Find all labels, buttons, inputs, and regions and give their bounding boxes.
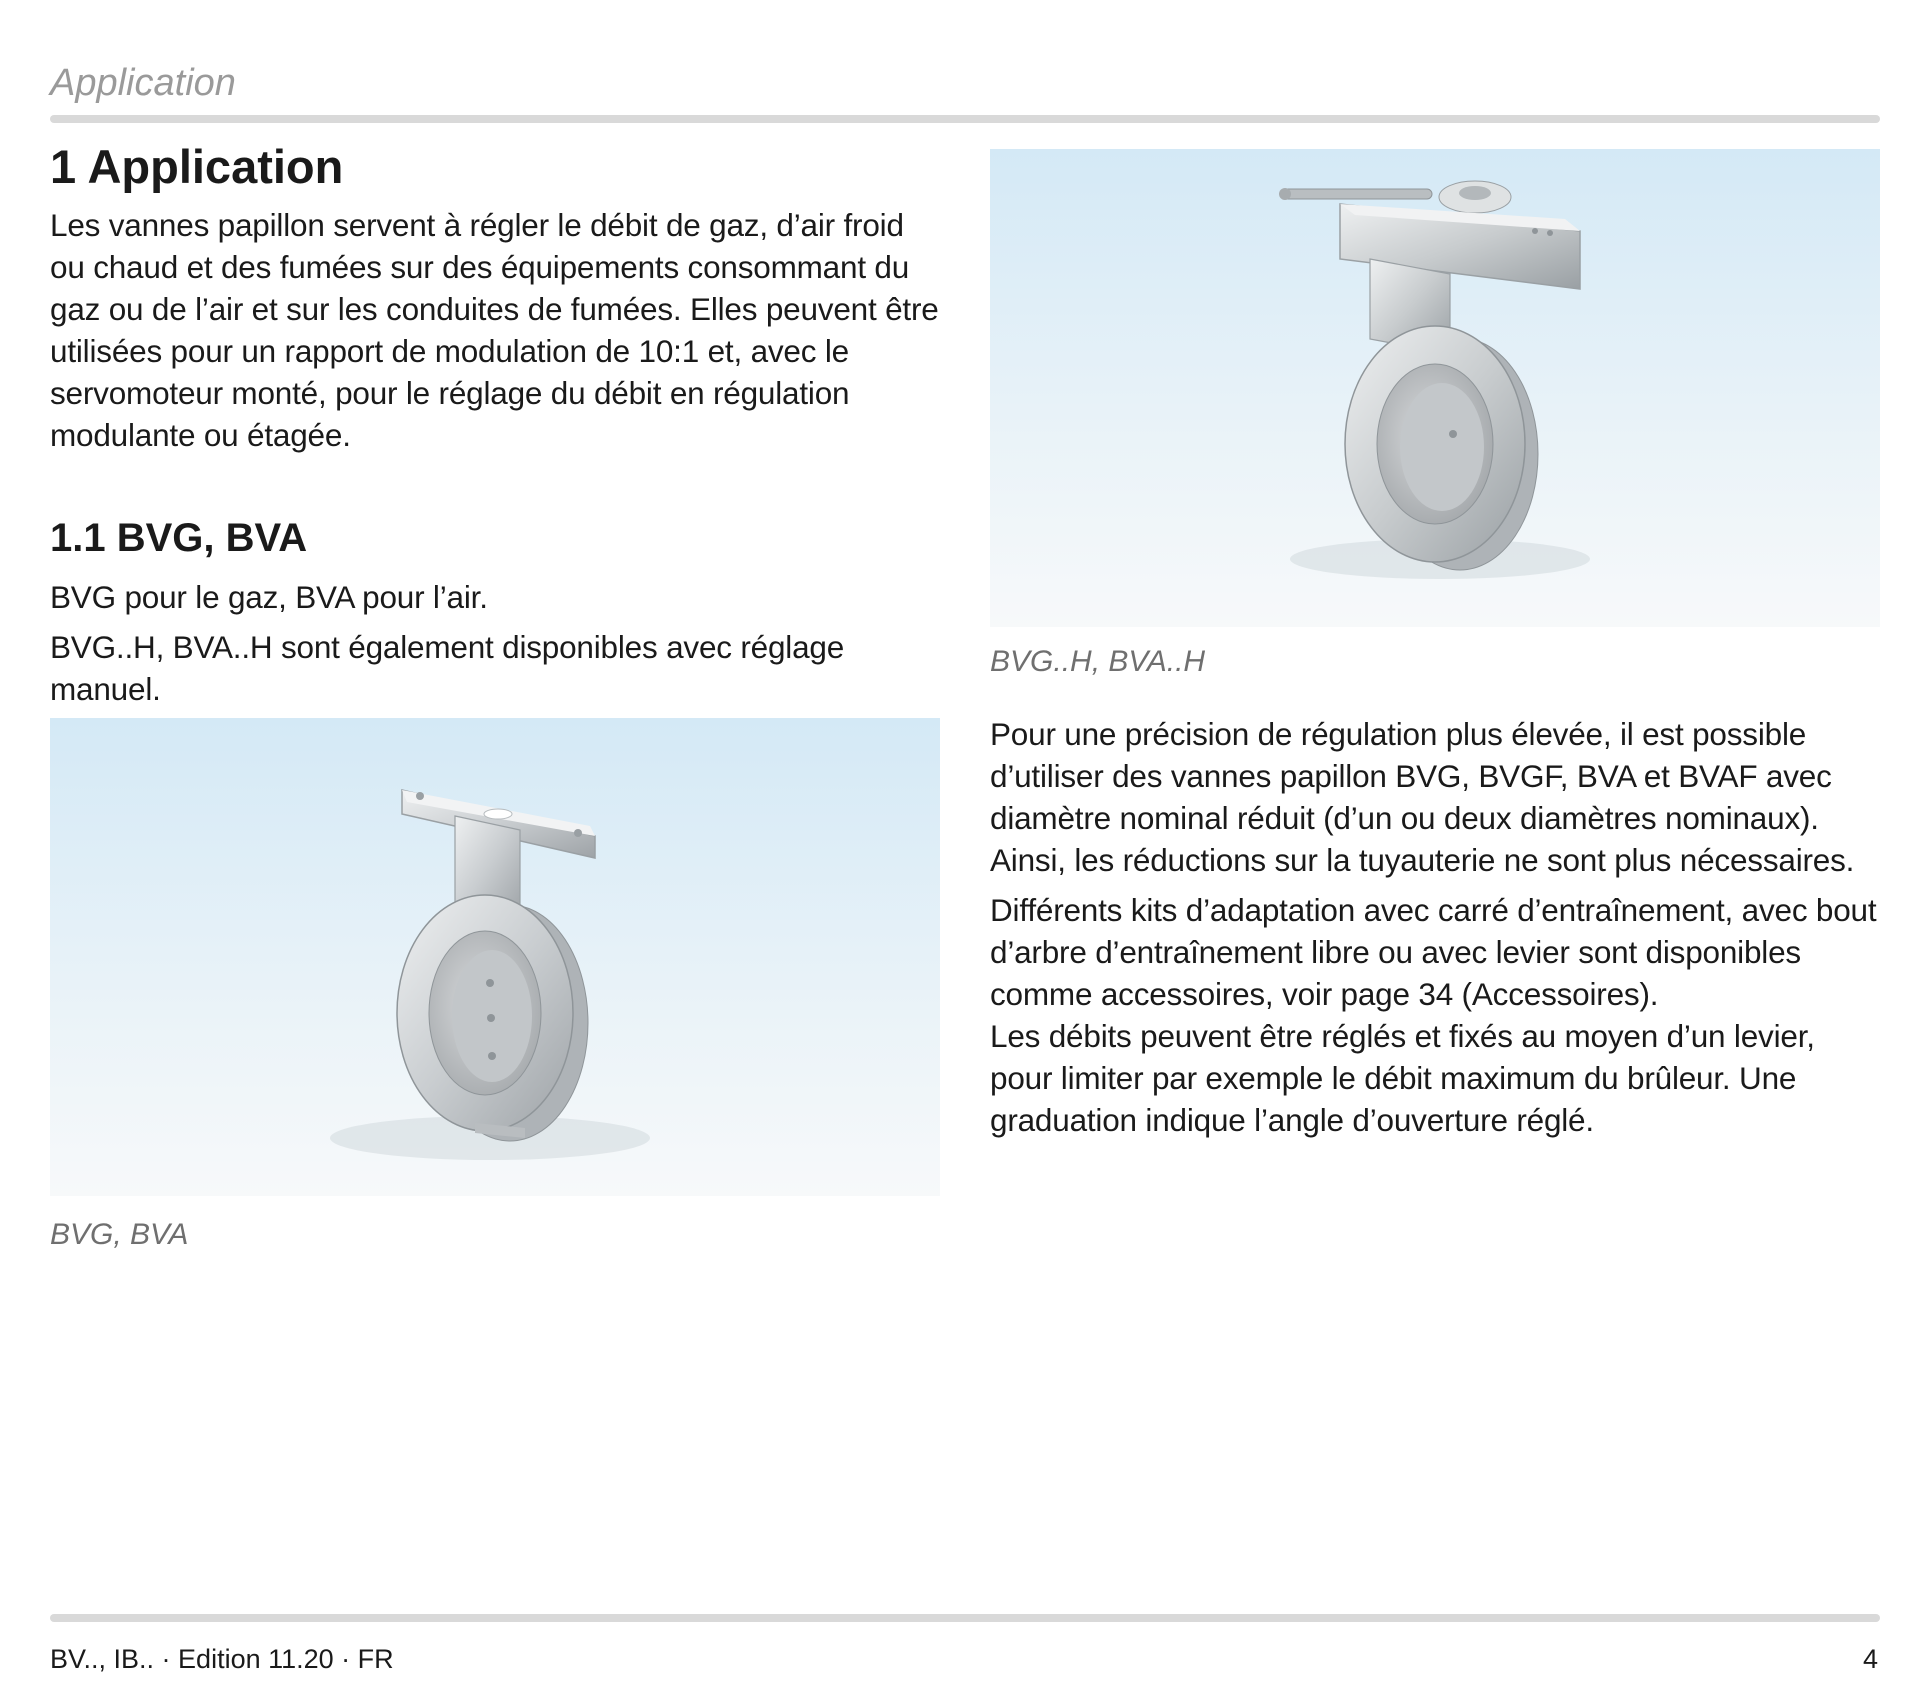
figure-caption-bvg-h-bva-h: BVG..H, BVA..H bbox=[990, 645, 1206, 678]
section-intro-paragraph: Les vannes papillon servent à régler le débit de gaz, d’air froid ou chaud et des fumées sur des équipements consommant du gaz ou de l’air et sur les conduites de fumées. Elles peuvent être utilisées pour un rapport de modulation de 10:1 et, avec le servomoteur monté, pour le réglage du débit en régulation modulante ou étagée. bbox=[50, 207, 939, 454]
running-header-title: Application bbox=[50, 62, 236, 104]
figure-bvg-h-bva-h bbox=[990, 149, 1880, 627]
right-paragraph-1: Pour une précision de régulation plus élevée, il est possible d’utiliser des vannes papillon BVG, BVGF, BVA et BVAF avec diamètre nominal réduit (d’un ou deux diamètres nominaux). Ainsi, les réductions sur la tuyauterie ne sont plus nécessaires. bbox=[990, 716, 1855, 878]
footer-document-info: BV.., IB.. · Edition 11.20 · FR bbox=[50, 1644, 394, 1674]
footer-page-number: 4 bbox=[1862, 1644, 1878, 1674]
right-paragraph-3: Les débits peuvent être réglés et fixés au moyen d’un levier, pour limiter par exemple le débit maximum du brûleur. Une graduation indique l’angle d’ouverture réglé. bbox=[990, 1018, 1815, 1138]
butterfly-valve-illustration bbox=[50, 718, 940, 1196]
subsection-paragraph-1: BVG pour le gaz, BVA pour l’air. bbox=[50, 579, 488, 616]
figure-caption-bvg-bva: BVG, BVA bbox=[50, 1218, 189, 1252]
subsection-title: 1.1 BVG, BVA bbox=[50, 516, 308, 561]
subsection-paragraph-2: BVG..H, BVA..H sont également disponibles avec réglage manuel. bbox=[50, 629, 845, 708]
figure-bvg-bva bbox=[50, 718, 940, 1196]
footer-divider bbox=[50, 1614, 1880, 1622]
right-column bbox=[990, 149, 1880, 1149]
left-column bbox=[50, 140, 940, 1252]
section-title: 1 Application bbox=[50, 140, 344, 193]
header-divider bbox=[50, 115, 1880, 123]
butterfly-valve-with-lever-illustration bbox=[990, 149, 1880, 627]
right-paragraph-2: Différents kits d’adaptation avec carré d’entraînement, avec bout d’arbre d’entraînement libre ou avec levier sont disponibles comme accessoires, voir page 34 (Accessoires). bbox=[990, 892, 1877, 1012]
